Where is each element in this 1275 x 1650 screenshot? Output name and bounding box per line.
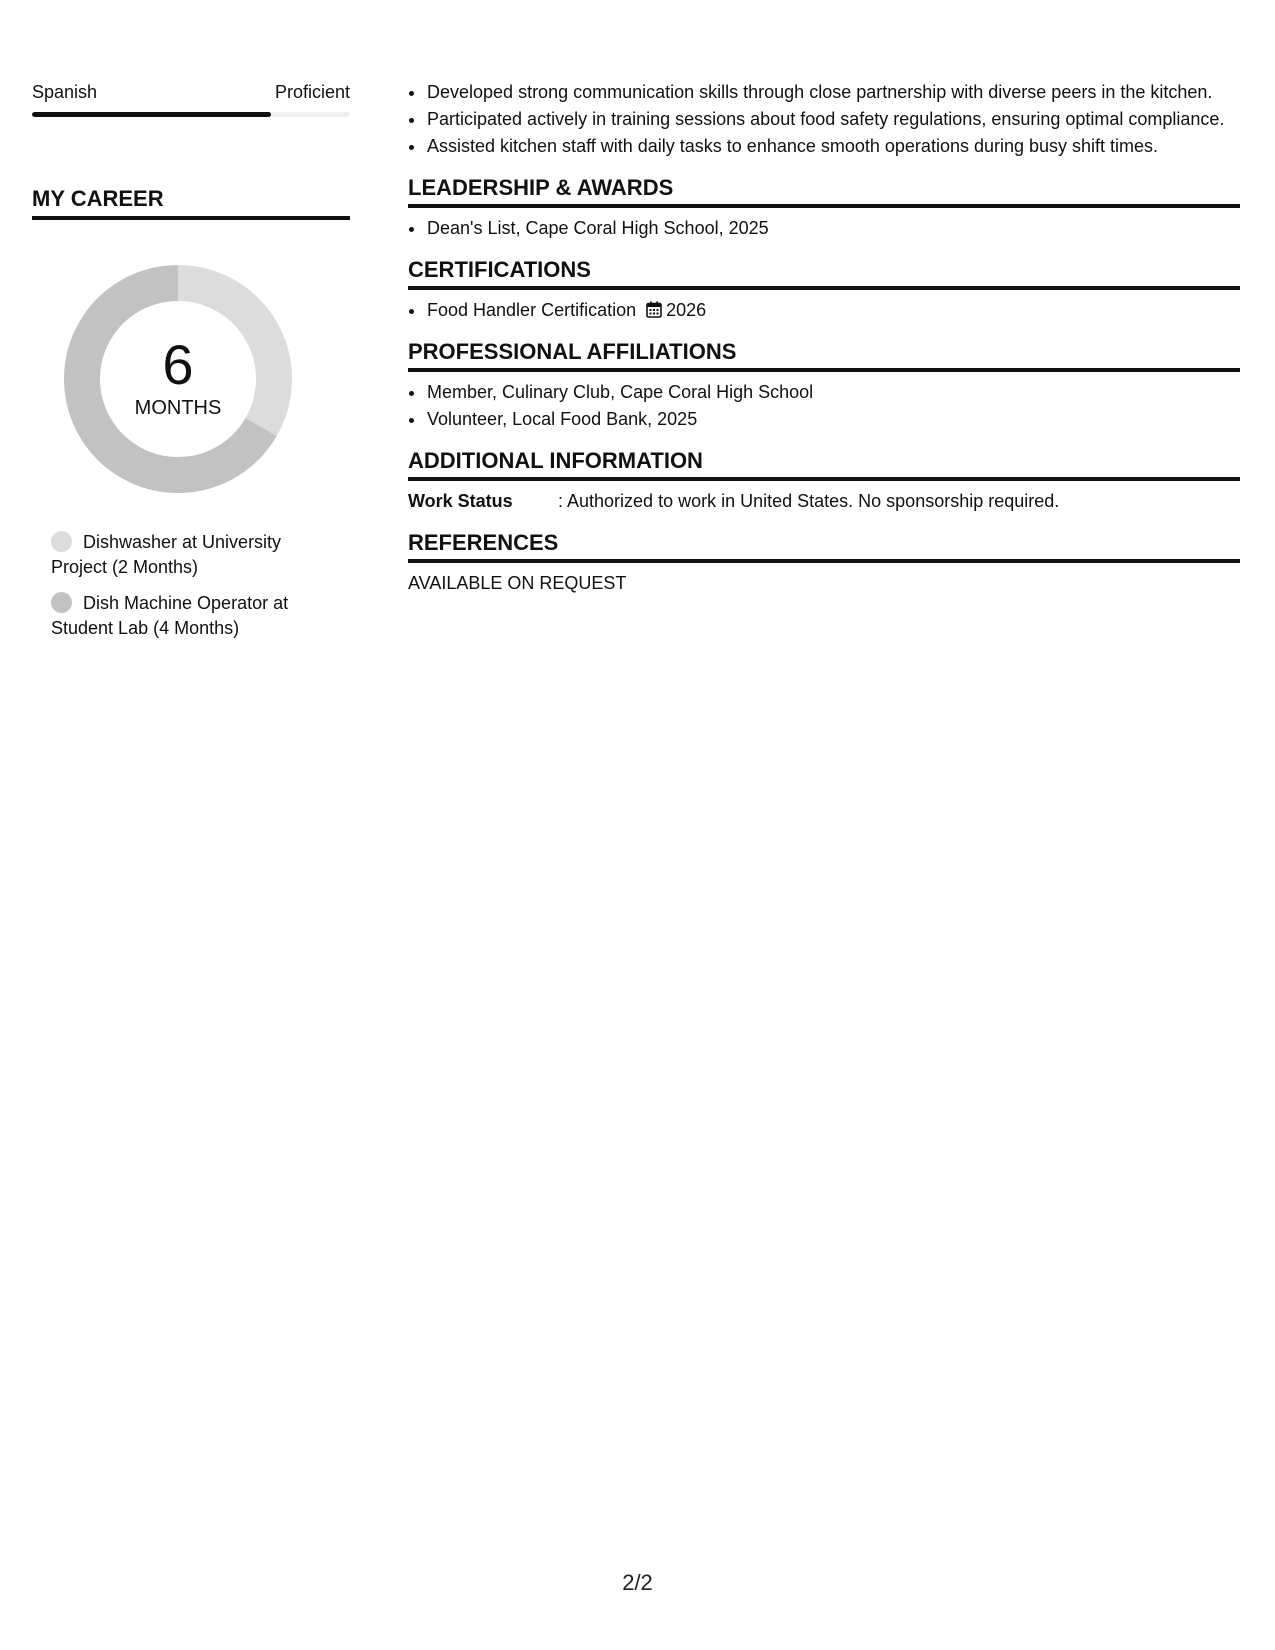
affiliations-title: PROFESSIONAL AFFILIATIONS [408, 338, 1240, 372]
work-status-row [408, 489, 1240, 513]
certification-date [646, 300, 706, 320]
list-item: • Member, Culinary Club, Cape Coral High School [426, 380, 1240, 404]
references-text: AVAILABLE ON REQUEST [408, 573, 627, 593]
affiliations-list [408, 380, 1240, 431]
legend-dot-icon [51, 531, 72, 552]
list-item: • Dean's List, Cape Coral High School, 2025 [426, 216, 1240, 240]
list-item [426, 298, 1240, 322]
certification-year: 2026 [666, 300, 707, 320]
leadership-list [408, 216, 1240, 240]
list-item: • Volunteer, Local Food Bank, 2025 [426, 407, 1240, 431]
page-number: 2/2 [622, 1570, 653, 1595]
leadership-title: LEADERSHIP & AWARDS [408, 174, 1240, 208]
language-level-fill [32, 112, 271, 117]
list-item: • Participated actively in training sessions about food safety regulations, ensuring optimal compliance. [426, 107, 1240, 131]
language-level: Proficient [274, 82, 350, 102]
list-item: • Assisted kitchen staff with daily tasks to enhance smooth operations during busy shift times. [426, 134, 1240, 158]
certifications-list [408, 298, 1240, 322]
list-item: • Developed strong communication skills through close partnership with diverse peers in the kitchen. [426, 80, 1240, 104]
legend-item [51, 530, 331, 580]
calendar-icon [646, 301, 662, 318]
career-legend [51, 530, 331, 641]
left-column [32, 80, 350, 652]
certifications-title: CERTIFICATIONS [408, 256, 1240, 290]
legend-dot-icon [51, 592, 72, 613]
legend-item [51, 591, 331, 641]
career-total-unit: MONTHS [134, 397, 222, 419]
career-donut-chart [63, 264, 293, 494]
work-status-label: Work Status [408, 491, 513, 511]
legend-label: Dishwasher at University Project (2 Months) [51, 532, 282, 577]
references-title: REFERENCES [408, 529, 1240, 563]
additional-info-title: ADDITIONAL INFORMATION [408, 447, 1240, 481]
language-name: Spanish [32, 82, 98, 102]
experience-bullets [408, 80, 1240, 158]
language-level-bar [32, 112, 350, 117]
career-total-months: 6 [162, 333, 194, 396]
donut-center [63, 333, 293, 420]
career-title: MY CAREER [32, 185, 350, 220]
right-column [408, 80, 1240, 595]
legend-label: Dish Machine Operator at Student Lab (4 Months) [51, 593, 289, 638]
work-status-value: : Authorized to work in United States. No sponsorship required. [558, 491, 1060, 511]
certification-name: Food Handler Certification [427, 300, 637, 320]
language-row [32, 80, 350, 104]
